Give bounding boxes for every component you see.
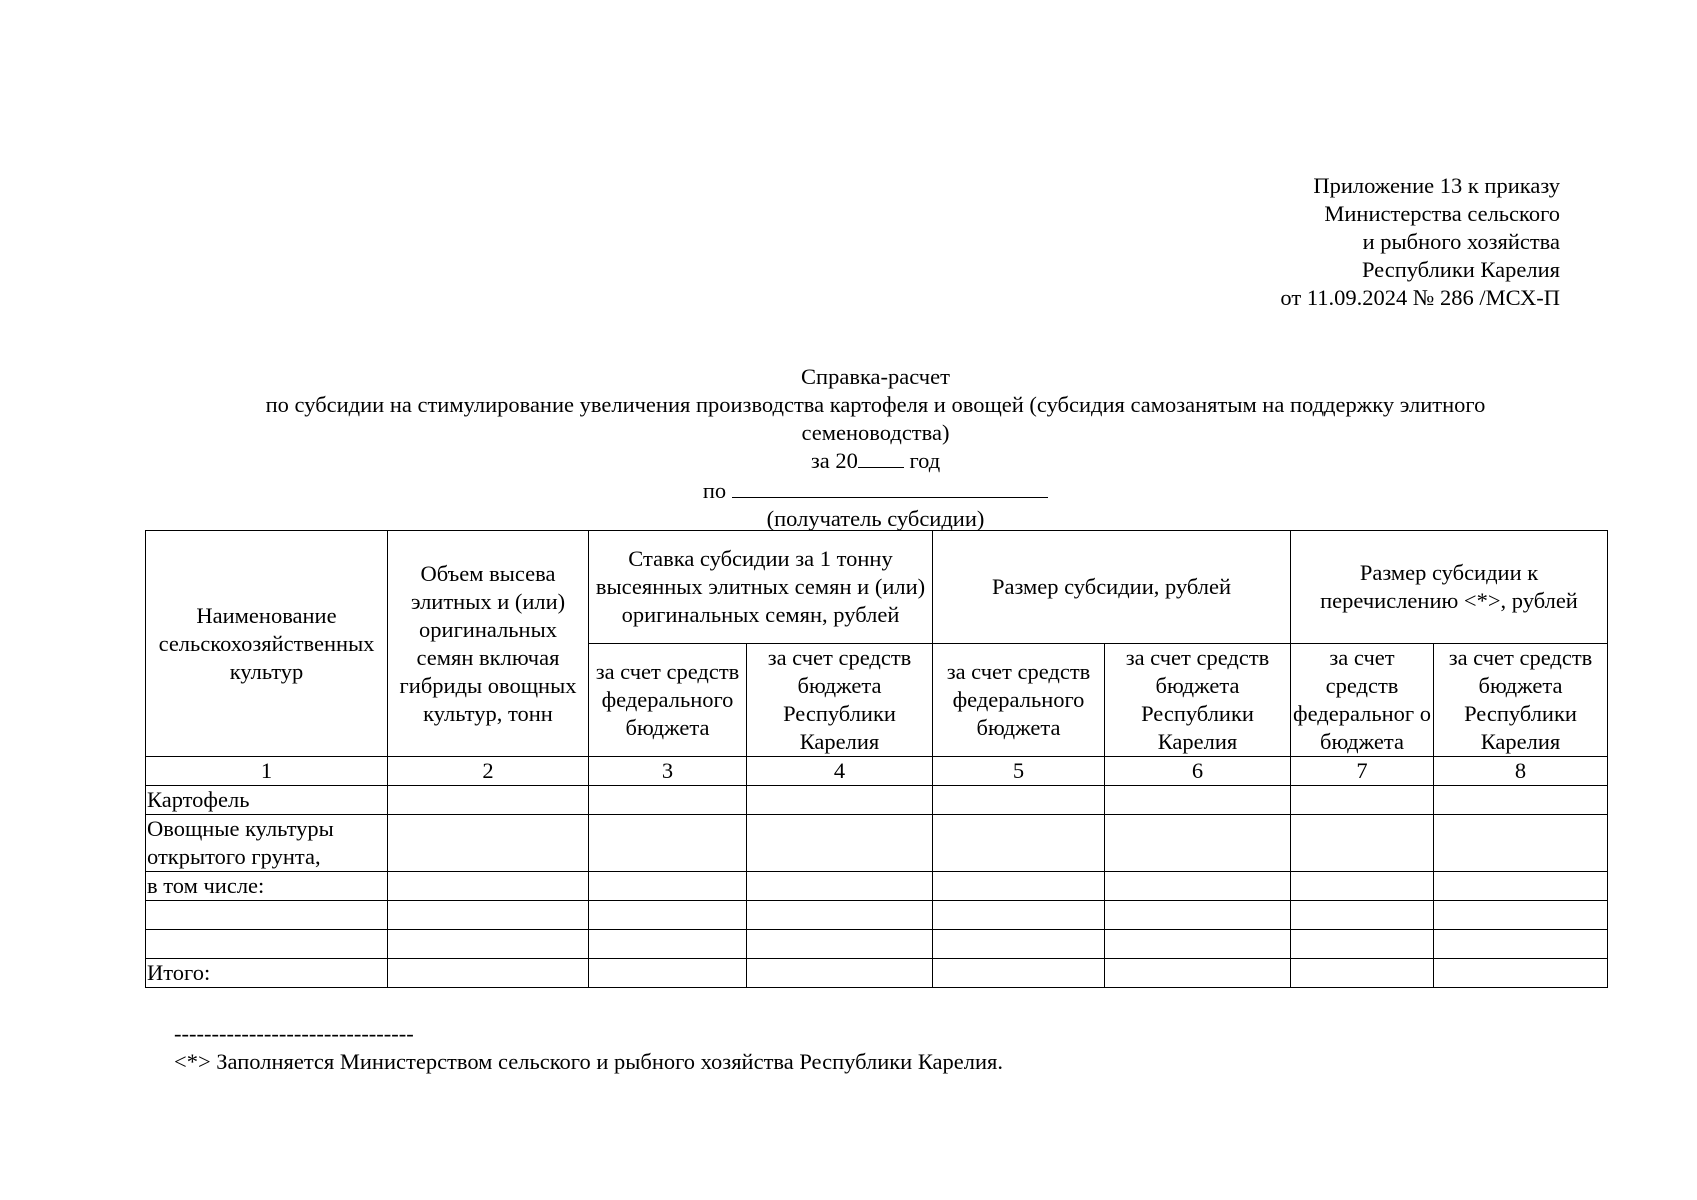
header-size-regional: за счет средств бюджета Республики Карелия (1105, 644, 1291, 757)
table-cell[interactable] (388, 786, 589, 815)
table-cell[interactable] (747, 959, 933, 988)
table-cell[interactable] (747, 901, 933, 930)
year-suffix: год (903, 448, 941, 473)
table-cell[interactable] (589, 901, 747, 930)
appendix-line: Министерства сельского (1324, 201, 1560, 226)
appendix-line: от 11.09.2024 № 286 /МСХ-П (1280, 285, 1560, 310)
appendix-line: Республики Карелия (1361, 257, 1560, 282)
table-cell[interactable] (1434, 815, 1608, 872)
table-cell[interactable] (1434, 872, 1608, 901)
recipient-caption: (получатель субсидии) (766, 506, 985, 531)
appendix-line: и рыбного хозяйства (1362, 229, 1560, 254)
table-cell[interactable] (1291, 815, 1434, 872)
title-line-1: Справка-расчет (801, 364, 950, 389)
header-rate-federal: за счет средств федерального бюджета (589, 644, 747, 757)
table-cell[interactable] (589, 930, 747, 959)
row-label: в том числе: (146, 872, 388, 901)
column-number: 7 (1291, 757, 1434, 786)
table-cell[interactable] (1434, 901, 1608, 930)
table-cell[interactable] (933, 901, 1105, 930)
row-label: Итого: (146, 959, 388, 988)
header-crop-name: Наименование сельскохозяйственных культур (146, 531, 388, 757)
table-cell[interactable] (1291, 901, 1434, 930)
document-title (145, 363, 1606, 533)
table-cell[interactable] (1291, 930, 1434, 959)
table-cell[interactable] (1105, 901, 1291, 930)
table-cell[interactable] (1434, 959, 1608, 988)
table-cell[interactable] (388, 959, 589, 988)
table-cell[interactable] (388, 930, 589, 959)
header-rate-regional: за счет средств бюджета Республики Карелия (747, 644, 933, 757)
table-cell[interactable] (1105, 786, 1291, 815)
appendix-header (1280, 172, 1560, 312)
table-cell[interactable] (933, 930, 1105, 959)
column-number: 6 (1105, 757, 1291, 786)
table-cell[interactable] (747, 930, 933, 959)
table-cell[interactable] (1291, 786, 1434, 815)
table-cell[interactable] (589, 872, 747, 901)
row-label[interactable] (146, 930, 388, 959)
table-row (146, 872, 1608, 901)
year-prefix: за 20 (810, 448, 858, 473)
row-label: Картофель (146, 786, 388, 815)
header-transfer-federal: за счет средств федеральног о бюджета (1291, 644, 1434, 757)
table-cell[interactable] (747, 786, 933, 815)
recipient-line (145, 475, 1606, 505)
table-cell[interactable] (747, 872, 933, 901)
table-cell[interactable] (933, 786, 1105, 815)
subsidy-table (145, 530, 1608, 988)
table-cell[interactable] (933, 959, 1105, 988)
table-row (146, 930, 1608, 959)
table-cell[interactable] (589, 815, 747, 872)
row-label[interactable] (146, 901, 388, 930)
table-cell[interactable] (589, 959, 747, 988)
column-number: 1 (146, 757, 388, 786)
year-line (145, 447, 1606, 475)
row-label: Овощные культуры открытого грунта, (146, 815, 388, 872)
header-sowing-volume: Объем высева элитных и (или) оригинальных семян включая гибриды овощных культур, тонн (388, 531, 589, 757)
table-row (146, 815, 1608, 872)
header-group-size: Размер субсидии, рублей (933, 531, 1291, 644)
appendix-line: Приложение 13 к приказу (1313, 173, 1560, 198)
table-cell[interactable] (1291, 872, 1434, 901)
footnote-separator: -------------------------------- (174, 1021, 414, 1046)
table-cell[interactable] (388, 815, 589, 872)
total-row (146, 959, 1608, 988)
table-cell[interactable] (1105, 872, 1291, 901)
year-blank (858, 447, 904, 468)
table-cell[interactable] (1291, 959, 1434, 988)
table-cell[interactable] (1434, 786, 1608, 815)
table-cell[interactable] (747, 815, 933, 872)
table-cell[interactable] (1105, 959, 1291, 988)
table-cell[interactable] (933, 872, 1105, 901)
table-cell[interactable] (1434, 930, 1608, 959)
column-number: 4 (747, 757, 933, 786)
header-size-federal: за счет средств федерального бюджета (933, 644, 1105, 757)
table-row (146, 786, 1608, 815)
table-cell[interactable] (1105, 930, 1291, 959)
table-row (146, 901, 1608, 930)
recipient-blank (732, 475, 1048, 498)
table-cell[interactable] (388, 901, 589, 930)
title-line-2: по субсидии на стимулирование увеличения производства картофеля и овощей (субсидия самозанятым на поддержку элитного (265, 392, 1486, 417)
table-cell[interactable] (589, 786, 747, 815)
title-line-3: семеноводства) (801, 420, 950, 445)
footnote (174, 1020, 1003, 1076)
column-number: 8 (1434, 757, 1608, 786)
table-cell[interactable] (933, 815, 1105, 872)
header-group-rate: Ставка субсидии за 1 тонну высеянных элитных семян и (или) оригинальных семян, рублей (589, 531, 933, 644)
column-number: 3 (589, 757, 747, 786)
column-number-row (146, 757, 1608, 786)
header-group-transfer: Размер субсидии к перечислению <*>, рублей (1291, 531, 1608, 644)
column-number: 5 (933, 757, 1105, 786)
column-number: 2 (388, 757, 589, 786)
footnote-text: <*> Заполняется Министерством сельского и рыбного хозяйства Республики Карелия. (174, 1049, 1004, 1074)
table-cell[interactable] (1105, 815, 1291, 872)
header-transfer-regional: за счет средств бюджета Республики Карелия (1434, 644, 1608, 757)
by-label: по (702, 478, 727, 503)
table-cell[interactable] (388, 872, 589, 901)
